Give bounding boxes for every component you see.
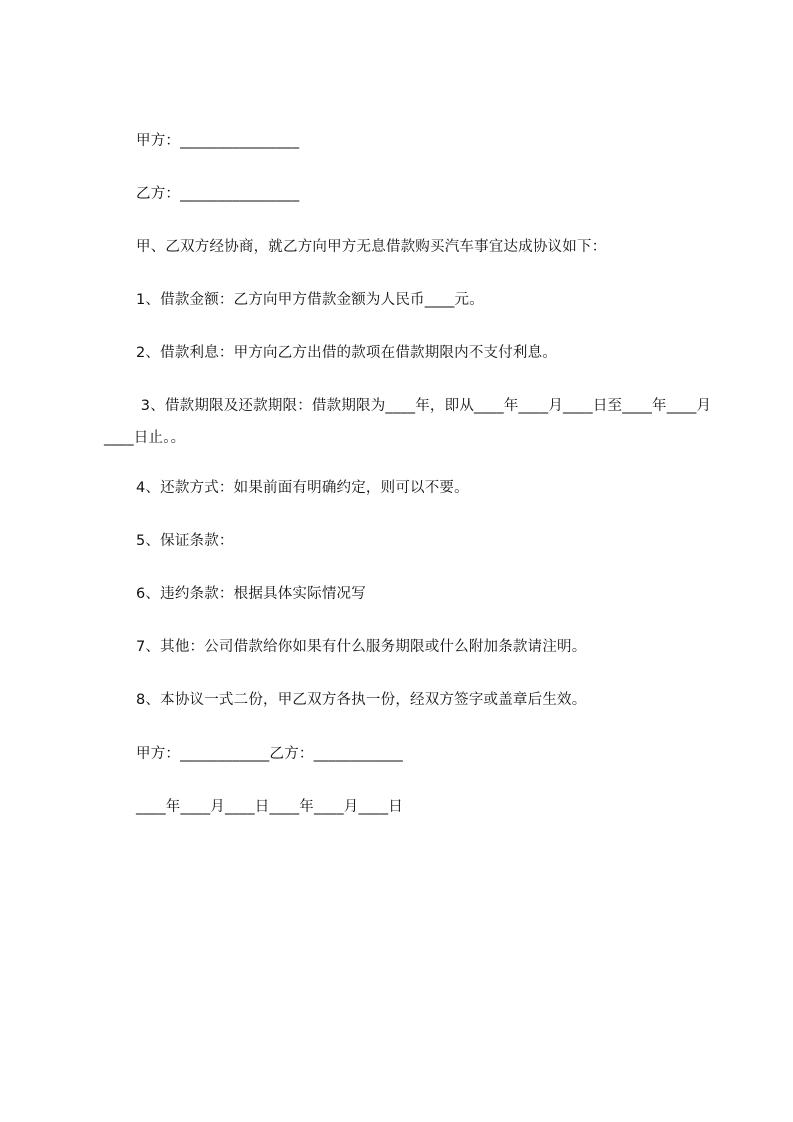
clause-7: 7、其他：公司借款给你如果有什么服务期限或什么附加条款请注明。 xyxy=(136,639,587,655)
clause-5: 5、保证条款： xyxy=(136,533,234,549)
clause-8: 8、本协议一式二份，甲乙双方各执一份，经双方签字或盖章后生效。 xyxy=(136,692,587,708)
party-a-line: 甲方：________________ xyxy=(136,133,300,149)
clause-6: 6、违约条款：根据具体实际情况写 xyxy=(136,586,366,602)
date-line: ____年____月____日____年____月____日 xyxy=(136,799,403,815)
party-b-line: 乙方：________________ xyxy=(136,186,300,202)
signature-line: 甲方：____________乙方：____________ xyxy=(136,746,403,762)
intro-paragraph: 甲、乙双方经协商，就乙方向甲方无息借款购买汽车事宜达成协议如下： xyxy=(136,239,607,255)
clause-3 xyxy=(104,390,724,454)
clause-4: 4、还款方式：如果前面有明确约定，则可以不要。 xyxy=(136,480,469,496)
clause-1: 1、借款金额：乙方向甲方借款金额为人民币____元。 xyxy=(136,292,484,308)
clause-3-text: 3、借款期限及还款期限：借款期限为____年，即从____年____月____日至____年____月____日止。。 xyxy=(104,398,712,446)
clause-2: 2、借款利息：甲方向乙方出借的款项在借款期限内不支付利息。 xyxy=(136,345,558,361)
